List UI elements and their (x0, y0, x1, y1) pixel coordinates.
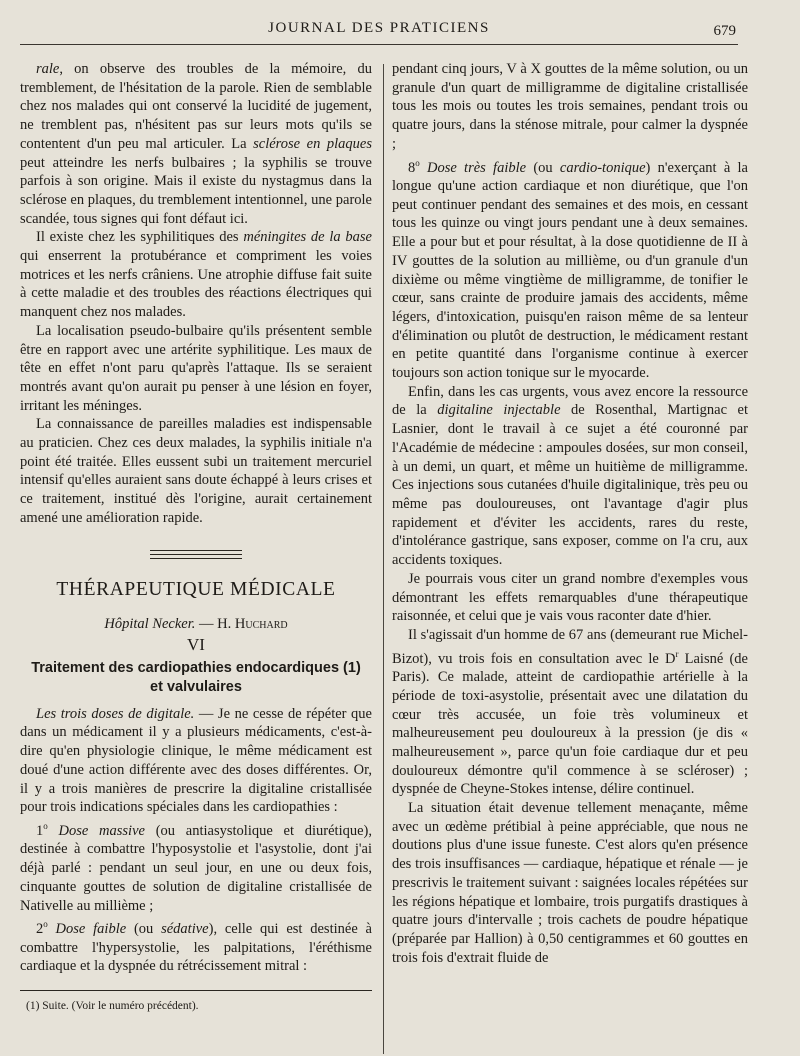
italic-text: sclérose en plaques (253, 135, 372, 152)
superscript: o (43, 919, 48, 930)
paragraph (20, 415, 372, 527)
paragraph (20, 60, 372, 228)
paragraph (392, 154, 748, 383)
text-run: 1 (36, 822, 44, 839)
italic-text: Dose très faible (427, 159, 527, 176)
article-text (20, 705, 372, 977)
text-run: — Je ne cesse de répéter que dans un médicament il y a plusieurs médicaments, c'est-à-dire qu'en physiologie clinique, le même médicament est doué d'une action différente avec des doses différentes. Or, il y a trois manières de prescrire la digitaline cristallisée pour trois indications spéciales dans les cardiopathies : (20, 705, 372, 816)
text-run: 2 (36, 921, 44, 938)
journal-title: JOURNAL DES PRATICIENS (268, 20, 490, 36)
italic-text: méningites de la base (243, 229, 372, 246)
italic-text: cardio-tonique (559, 159, 646, 176)
paragraph (20, 915, 372, 976)
text-run: La localisation pseudo-bulbaire qu'ils présentent semble être en rapport avec une artérite syphilitique. Les maux de tête en effet n'ont paru qu'après l'attaque. Ils se seraient montrés avant qu'on aurait pu penser à une lésion en foyer, irritant les méninges. (20, 322, 372, 414)
text-run (420, 159, 427, 175)
text-run: Laisné (de Paris). Ce malade, atteint de cardiopathie artérielle à la période de toxi-asystolie, présentait avec une dilatation du cœur très accusée, un foie très volumineux et malheureusement peu douloureux à la pression (je dis « malheureusement », parce qu'un foie cardiaque dur et peu douloureux démontre qu'il commence à se scléroser) ; dyspnée de Cheyne-Stokes intense, délire continuel. (392, 650, 748, 798)
page-number: 679 (713, 23, 736, 39)
article-title-line2: et valvulaires (150, 678, 242, 695)
paragraph (20, 705, 372, 817)
article-title (20, 659, 372, 697)
text-run: de Rosenthal, Martignac et Lasnier, dont le travail à ce sujet a été couronné par l'Académie de médecine : ampoules dosées, sur mon conseil, à un demi, un quart, et même un huitième de milligramme. Ces injections sous cutanées d'huile digitalinique, très peu ou même pas douloureuses, ont l'avantage d'agir plus rapidement et d'éviter les accidents, rares du reste, d'intolérance gastrique, sans exposer, comme on l'a cru, aux accidents toxiques. (392, 402, 748, 569)
italic-text: sédative (161, 921, 209, 938)
text-run: Il s'agissait d'un homme de 67 ans (demeurant rue Michel-Bizot), vu trois fois en consultation avec le D (392, 626, 748, 667)
paragraph (20, 322, 372, 416)
text-run: 8 (408, 159, 416, 176)
section-title: THÉRAPEUTIQUE MÉDICALE (56, 578, 336, 600)
byline (20, 615, 372, 634)
italic-text: Dose faible (55, 921, 127, 938)
text-run: (ou antiasystolique et diurétique), destinée à combattre l'hyposystolie et l'asystolie, dont j'ai déjà parlé : pendant un seul jour, en une ou deux fois, cinquante gouttes de solution de digitaline cristallisée de Nativelle au millième ; (20, 822, 372, 914)
section-divider (20, 550, 372, 559)
column-divider (383, 64, 384, 1054)
paragraph (392, 60, 748, 154)
superscript: r (675, 648, 679, 659)
text-run: Enfin, dans les cas urgents, vous avez encore la ressource de la (392, 383, 748, 419)
text-run: pendant cinq jours, V à X gouttes de la même solution, ou un granule d'un quart de milligramme de digitaline cristallisée tous les mois ou toutes les trois semaines, pendant trois ou quatre jours, dans la sténose mitrale, pour calmer la dyspnée ; (392, 61, 748, 152)
text-run (48, 823, 59, 839)
footnote: (1) Suite. (Voir le numéro précédent). (26, 1000, 199, 1013)
author-name: Huchard (234, 616, 288, 633)
author-prefix: — H. (195, 616, 235, 633)
paragraph (20, 228, 372, 322)
text-run: qui enserrent la protubérance et compriment les voies motrices et les nerfs crâniens. Une atrophie diffuse fait suite à cette maladie et des troubles des réactions électriques qui manquent chez nos malades. (20, 248, 372, 321)
text-run: (ou (126, 921, 162, 938)
hospital-name: Hôpital Necker. (104, 616, 196, 633)
paragraph (392, 799, 748, 967)
right-column (392, 60, 748, 967)
text-run: La connaissance de pareilles maladies est indispensable au praticien. Chez ces deux malades, la syphilis initiale n'a point été traitée. Elles eussent subi un traitement mercuriel intensif qu'elles auraient sans doute échappé à leurs crises et ce traitement, institué dès l'origine, aurait certainement amené une amélioration rapide. (20, 416, 372, 526)
footnote-divider (20, 990, 372, 991)
text-run: (ou (526, 159, 560, 176)
text-run: , on observe des troubles de la mémoire, du tremblement, de l'hésitation de la parole. Rien de semblable chez nos malades qui ont conservé la lucidité de jugement, ne tremblent pas, n'hésitent pas sur leurs mots qu'ils se contentent d'un peu mal articuler. La (20, 61, 372, 152)
text-run: ), celle qui est destinée à combattre l'hypersystolie, les palpitations, l'éréthisme cardiaque et la dyspnée du rétrécissement mitral : (20, 921, 372, 975)
text-run (48, 921, 56, 937)
italic-text: Les trois doses de digitale. (36, 705, 195, 722)
text-run: peut atteindre les nerfs bulbaires ; la syphilis se trouve parfois à son origine. Mais il existe du nystagmus dans la sclérose en plaques, du tremblement intentionnel, une parole scandée, tous signes qui font défaut ici. (20, 154, 372, 227)
article-number: VI (187, 634, 205, 654)
right-column-text (392, 60, 748, 967)
paragraph (20, 817, 372, 915)
page-header (20, 18, 738, 45)
text-run: Je pourrais vous citer un grand nombre d'exemples vous démontrant les effets remarquables d'une thérapeutique raisonnée, et celui que je vais vous raconter date d'hier. (392, 570, 748, 625)
paragraph (392, 570, 748, 626)
superscript: o (43, 820, 48, 831)
italic-text: rale (36, 61, 60, 77)
article-title-line1: Traitement des cardiopathies endocardiques (1) (31, 659, 361, 676)
paragraph (392, 626, 748, 799)
text-run: La situation était devenue tellement menaçante, même avec un œdème prétibial à peine appréciable, que nous ne doutions plus d'une issue funeste. C'est alors qu'en présence des trois insuffisances — cardiaque, hépatique et rénale — je prescrivis le traitement suivant : saignées locales répétées sur les régions hépatique et lombaire, trois purgatifs drastiques à quatre jours d'intervalle ; trois cachets de poudre hépatique (préparée par Hallion) à 0,50 centigrammes et 60 gouttes en trois fois d'extrait fluide de (392, 800, 748, 966)
italic-text: Dose massive (58, 822, 145, 839)
italic-text: digitaline injectable (437, 402, 561, 419)
intro-text (20, 60, 372, 528)
text-run: ) n'exerçant à la longue qu'une action cardiaque et non diurétique, que l'on peut continuer pendant des semaines et des mois, en cessant tous les quinze ou vingt jours pendant une à deux semaines. Elle a pour but et pour résultat, à la dose quotidienne de II à IV gouttes de la solution au millième, ou d'un granule d'un dixième ou même vingtième de milligramme, de tonifier le cœur, sans crainte de produire jamais des accidents, même légers, d'intoxication, puisqu'en raison même de sa lenteur d'élimination ou plutôt de destruction, le médicament restant en petite quantité dans l'organisme continue à exercer toujours son action tonique sur le myocarde. (392, 159, 748, 382)
text-run: Il existe chez les syphilitiques des (36, 229, 244, 246)
superscript: o (415, 157, 420, 168)
left-column (20, 60, 372, 1016)
paragraph (392, 383, 748, 570)
